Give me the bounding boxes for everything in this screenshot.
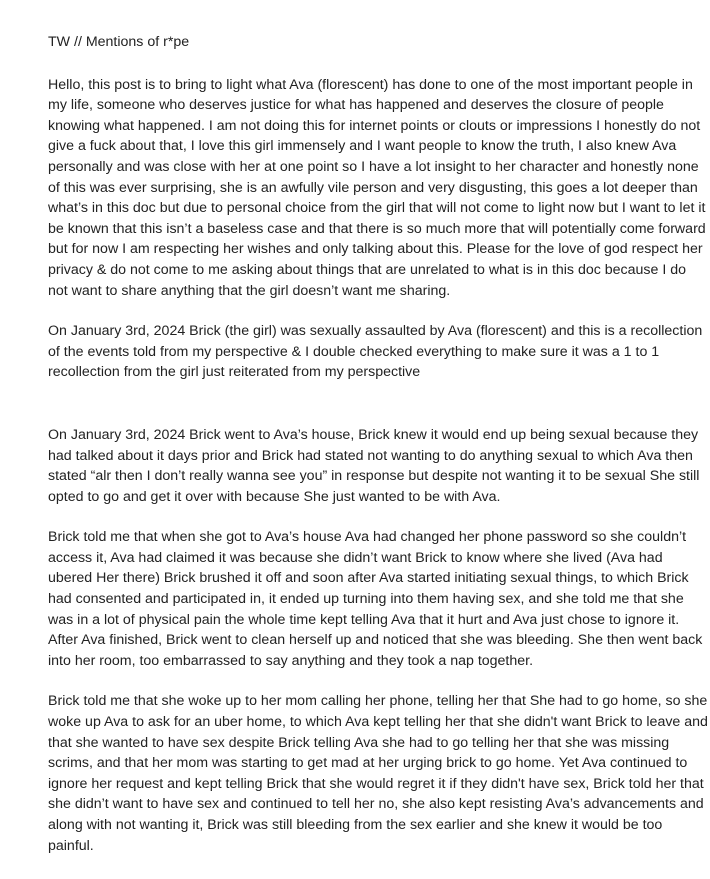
trigger-warning: TW // Mentions of r*pe [48,34,190,50]
paragraph-wake-up: Brick told me that she woke up to her mom calling her phone, telling her that She had to go home, so she woke up Ava to ask for an uber home, to which Ava kept telling her that she didn't want Brick to leave and that she wanted to have sex despite Brick telling Ava she had to go telling her that she was missing scrims, and that her mom was starting to get mad at her urging brick to go home. Yet Ava continued to ignore her request and kept telling Brick that she would regret it if they didn't have sex, Brick told her that she didn’t want to have sex and continued to tell her no, she also kept resisting Ava’s advancements and along with not wanting it, Brick was still bleeding from the sex earlier and she knew it would be too painful. [48,693,708,854]
paragraph-summary: On January 3rd, 2024 Brick (the girl) was sexually assaulted by Ava (florescent) and this is a recollection of the events told from my perspective & I double checked everything to make sure it was a 1 to 1 recollection from the girl just reiterated from my perspective [48,323,703,381]
paragraph-events: Brick told me that when she got to Ava’s house Ava had changed her phone password so she couldn’t access it, Ava had claimed it was because she didn’t want Brick to know where she lived (Ava had ubered Her there) Brick brushed it off and soon after Ava started initiating sexual things, to which Brick had consented and participated in, it ended up turning into them having sex, and she told me that she was in a lot of physical pain the whole time kept telling Ava that it hurt and Ava just chose to ignore it. After Ava finished, Brick went to clean herself up and noticed that she was bleeding. She then went back into her room, too embarrassed to say anything and they took a nap together. [48,529,703,669]
paragraph-intro: Hello, this post is to bring to light what Ava (florescent) has done to one of the most important people in my life, someone who deserves justice for what has happened and deserves the closure of people knowing what happened. I am not doing this for internet points or clouts or impressions I honestly do not give a fuck about that, I love this girl immensely and I want people to know the truth, I also knew Ava personally and was close with her at one point so I have a lot insight to her character and honestly none of this was ever surprising, she is an awfully vile person and very disgusting, this goes a lot deeper than what’s in this doc but due to personal choice from the girl that will not come to light now but I want to let it be known that this isn’t a baseless case and that there is so much more that will potentially come forward but for now I am respecting her wishes and only talking about this. Please for the love of god respect her privacy & do not come to me asking about things that are unrelated to what is in this doc because I do not want to share anything that the girl doesn’t want me sharing. [48,76,706,299]
paragraph-arrival: On January 3rd, 2024 Brick went to Ava’s house, Brick knew it would end up being sexual because they had talked about it days prior and Brick had stated not wanting to do anything sexual to which Ava then stated “alr then I don’t really wanna see you” in response but despite not wanting it to be sexual She still opted to go and get it over with because She just wanted to be with Ava. [48,426,700,505]
document-body [48,32,708,856]
